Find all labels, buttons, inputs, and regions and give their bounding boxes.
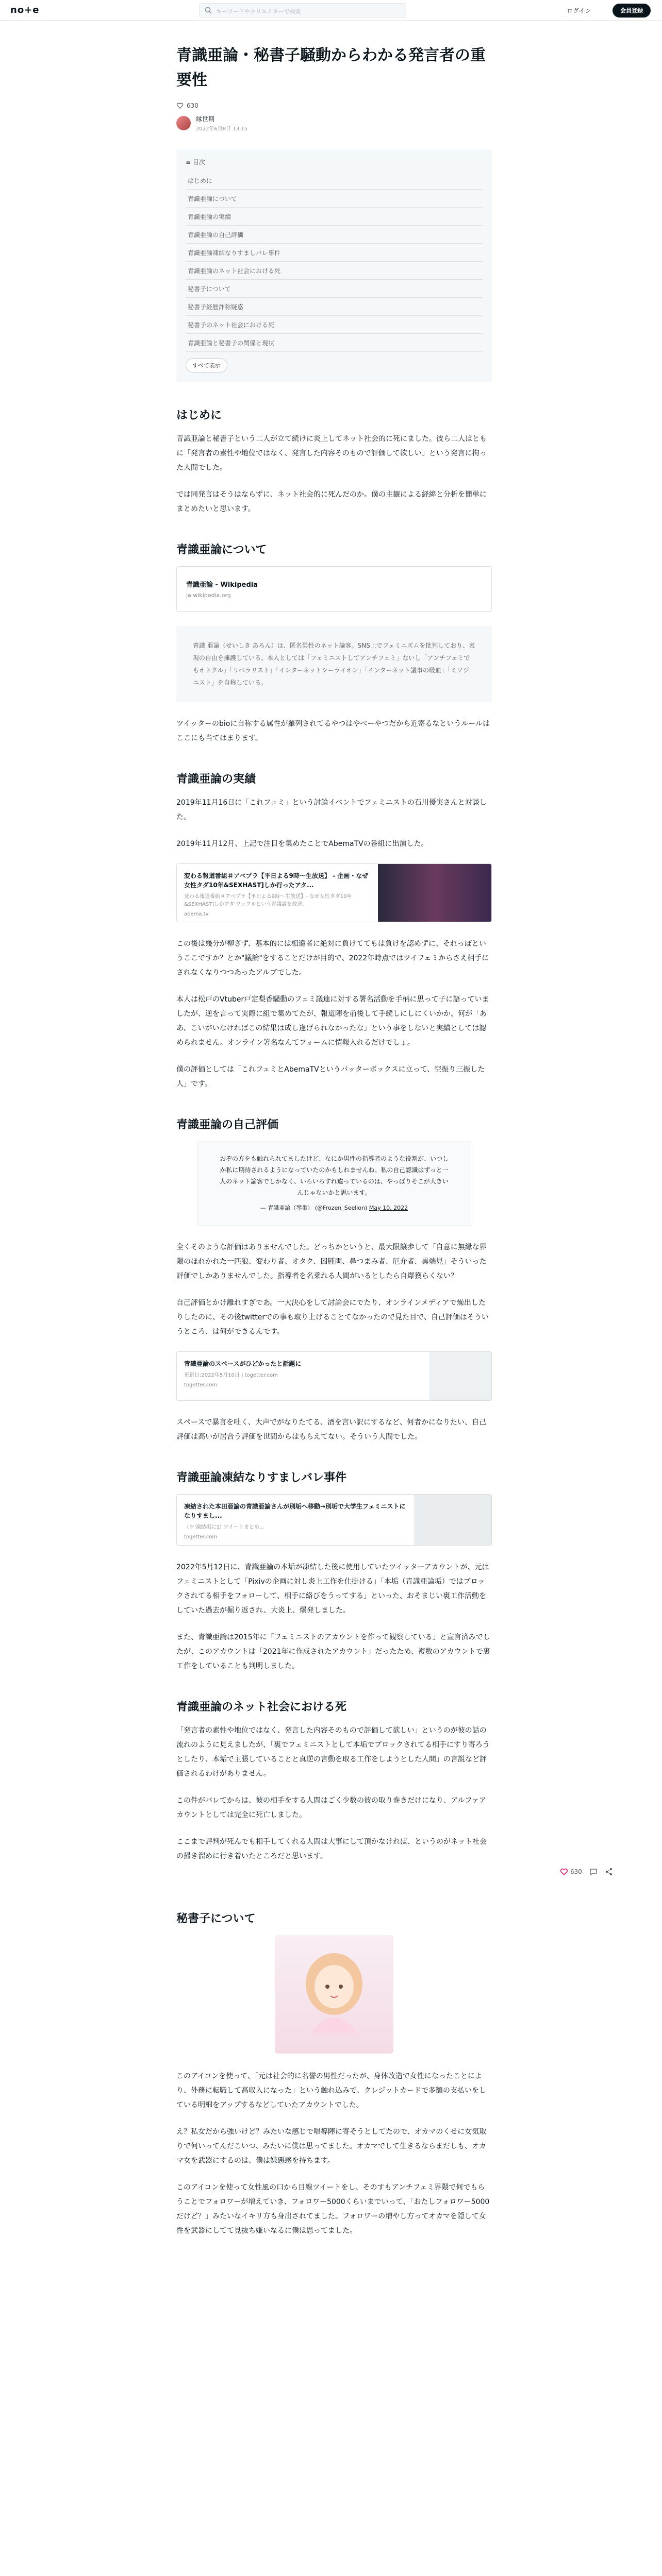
article-title: 青識亜論・秘書子騒動からわかる発言者の重要性 (176, 46, 486, 89)
toc-item[interactable]: 青識亜論の実績 (186, 208, 483, 226)
paragraph: また、青識亜論は2015年に「フェミニストのアカウントを作って観察している」と宣言済みでしたが、このアカウントは「2021年に作成されたアカウント」だったため、複数のアカウントで裏工作をしていることも判明しました。 (176, 1633, 490, 1670)
embed-url: abema.tv (184, 911, 209, 917)
toc-item[interactable]: 青識亜論について (186, 190, 483, 208)
link-card-url: ja.wikipedia.org (186, 592, 231, 599)
paragraph: 2019年11月16日に「これフェミ」という討論イベントでフェミニストの石川優実さんと対談した。 (176, 799, 487, 821)
paragraph: スペースで暴言を吐く、大声でがなりたてる、酒を言い訳にするなど、何者かになりたい、自己評価は高いが居合う評価を世間からはもらえてない。そういう人間でした。 (176, 1418, 487, 1441)
blockquote: 青識 亜論（せいしき あろん）は、匿名男性のネット論客。SNS上でフェミニズムを批判しており、表現の自由を擁護している。本人としては「フェミニストしてアンチフェミ」ないし「アンチフェミでもオトクル」「リベラリスト」「インターネットシーライオン」「インターネット議事の吸血」「ミソジニスト」を自称している。 (176, 626, 492, 702)
toc-item[interactable]: 秘書子のネット社会における死 (186, 316, 483, 334)
comment-icon[interactable] (589, 1868, 598, 1876)
heart-icon (176, 102, 184, 109)
paragraph: このアイコンを使って、「元は社会的に名誉の男性だったが、身体改造で女性になったことにより、外務に転職して高収入になった」という触れ込みで、クレジットカードで多額の支払いをしている明細をアップするなどしていたアカウントでした。 (176, 2072, 486, 2109)
section-heading: はじめに (176, 409, 222, 422)
link-card-title: 青識亜論 - Wikipedia (186, 581, 258, 589)
anime-girl-icon (275, 1935, 393, 2054)
login-link[interactable]: ログイン (567, 7, 591, 14)
embed-title: 青識亜論のスペースがひどかったと話題に (184, 1360, 302, 1367)
paragraph: では同発言はそうはならずに、ネット社会的に死んだのか。僕の主観による経緯と分析を簡単にまとめたいと思います。 (176, 490, 487, 513)
embed-description: 変わる報道番組＃アベプラ【平日よる9時～生放送】- なぜ女性タダ10年&SEXHAST]しかアタ'ワッフルという青議論を放送。 (184, 894, 352, 907)
paragraph: このアイコンを使って女性風の口から目線ツイートをし、そのすもアンチフェミ界隈で何でもらうことでフォロワーが増えていき、フォロワー5000くらいまでいって、「おたしフォロワー5000だけど？」みたいなイキリ方も身出されてました。フォロワーの増やし方ってオカマを隠して女性を武器にしてて見抜ち嫌いなるに僕は思ってました。 (176, 2183, 490, 2235)
embed-url: togetter.com (184, 1382, 218, 1388)
embed-title: 変わる報道番組＃アベプラ【平日よる9時～生放送】 - 企画・なぜ女性タダ10年&SEXHAST]しか行ったアタ... (184, 872, 369, 889)
toc-item[interactable]: 秘書子について (186, 280, 483, 298)
tweet-text: おぞの方をも触れられてましたけど、なにか男性の指導者のような役割が、いつしか私に期待されるようになっていたのかもしれませんね。私の自己認識はずっと一人のネット論客でしかなく、いろいろすれ違っているのは、やっぱりそこが大きいんじゃないかと思います。 (219, 1155, 449, 1196)
embed-card-abema[interactable] (176, 863, 492, 922)
share-icon[interactable] (605, 1868, 613, 1876)
like-count: 630 (187, 102, 198, 109)
toc-item[interactable]: 秘書子経歴詐称疑惑 (186, 298, 483, 316)
toc-item[interactable]: はじめに (186, 172, 483, 190)
avatar[interactable] (176, 116, 191, 130)
toc-item[interactable]: 青識亜論の自己評価 (186, 226, 483, 244)
search-icon (205, 7, 212, 14)
heart-icon (560, 1868, 568, 1876)
table-of-contents (176, 149, 492, 382)
tweet-attribution: — 青識亜論（琴巣） (@Frozen_Seelion) May 10, 2022 (260, 1205, 408, 1211)
author-name[interactable]: 縁世期 (196, 115, 215, 123)
paragraph: 全くそのような評価はありませんでした。どっちかというと、最大限譲歩して「自意に無縁な界隈のほれかれた一匹狼、変わり者、オタク、困腫両、鼻つまみ者、厄介者、異端児」そういった評価でしかありませんでした。指導者を名乗れる人間がいるとしたら自爆獲らくない？ (176, 1243, 487, 1280)
embed-card-togetter[interactable] (176, 1351, 492, 1401)
paragraph: 2022年5月12日に、青識亜論の本垢が凍結した後に使用していたツイッターアカウントが、元はフェミニストとして「Pixivの企画に対し炎上工作を仕掛ける」「本垢（青識亜論垢）ではブロックされてる相手をフォローして、相手に絡びをうってする」といった、おそまじい裏工作活動をしていた過去が掘り返され、大炎上、爆発しました。 (176, 1563, 489, 1615)
top-header (0, 0, 662, 21)
tweet-date-link[interactable]: May 10, 2022 (369, 1205, 408, 1211)
character-illustration (275, 1935, 393, 2054)
section-heading: 青識亜論の自己評価 (176, 1118, 279, 1131)
like-counter[interactable] (176, 102, 492, 109)
article (176, 43, 492, 2250)
section-heading: 青識亜論凍結なりすましバレ事件 (176, 1471, 347, 1484)
section-heading: 秘書子について (176, 1912, 256, 1925)
toc-item[interactable]: 青識亜論と秘書子の関係と現状 (186, 334, 483, 352)
float-like-button[interactable] (560, 1868, 582, 1876)
section-heading: 青識亜論の実績 (176, 773, 256, 786)
author-block[interactable] (176, 114, 492, 132)
link-card[interactable] (176, 566, 492, 612)
paragraph: 青識亜論と秘書子という二人が立て続けに炎上してネット社会的に死にました。彼ら二人はともに「発言者の素性や地位ではなく、発言した内容そのもので評価して欲しい」という発言に拘った人間でした。 (176, 435, 487, 472)
publish-date: 2022年6月8日 13:15 (196, 126, 248, 132)
paragraph: ツイッターのbioに自称する属性が羅列されてるやつはやべーやつだから近寄るなというルールはここにも当てはまります。 (176, 720, 490, 742)
paragraph: 2019年11月12月、上記で注目を集めたことでAbemaTVの番組に出演した。 (176, 840, 428, 848)
paragraph: え？私女だから強いけど？みたいな感じで唱導陣に寄そうとしてたので、オカマのくせに女気取りで何いってんだこいつ、みたいに僕は思ってました。オカマでして生きるならまだしも、オカマ女を武器にするのは、僕は嫌悪感を持ちます。 (176, 2128, 487, 2165)
search-placeholder: キーワードやクリエイターで検索 (216, 8, 301, 15)
embed-card-togetter-2[interactable] (176, 1494, 492, 1546)
search-input[interactable] (199, 3, 406, 18)
embed-thumbnail (378, 864, 491, 922)
embed-title: 凍結された本田亜論の青識亜論さんが別垢へ移動→別垢で大学生フェミニストになりすまし... (184, 1503, 406, 1519)
floating-actions (560, 1868, 613, 1876)
float-like-count: 630 (570, 1868, 582, 1875)
paragraph: ここまで評判が死んでも相手してくれる人間は大事にして頂かなければ、というのがネット社会の掃き溜めに行き着いたところだと思います。 (176, 1838, 487, 1860)
toc-show-all-button[interactable]: すべて表示 (186, 358, 227, 372)
section-heading: 青識亜論のネット社会における死 (176, 1701, 347, 1714)
embed-thumbnail (429, 1352, 491, 1400)
paragraph: 「発言者の素性や地位ではなく、発言した内容そのもので評価して欲しい」というのが彼の話の流れのように見えましたが、「裏でフェミニストとして本垢でブロックされてる相手にすり寄ろうとしたり、本垢で主張していることと真逆の言動を取る工作をしようとした人間」の言説など評価されるわけがありません。 (176, 1726, 490, 1778)
signup-button[interactable]: 会員登録 (613, 4, 651, 18)
toc-item[interactable]: 青識亜論のネット社会における死 (186, 262, 483, 280)
embed-description: （ツ'凍結垢に1) ツイートまとめ... (184, 1524, 264, 1530)
paragraph: 自己評価とかけ離れすぎであ。一大決心をして討論会にでたり、オンラインメディアで燥出したりしたのに、その後twitterでの事も取り上げることてなかったので見た目で、自己評価はそういうところ、は何ができるんです。 (176, 1299, 489, 1336)
embedded-tweet[interactable] (197, 1141, 471, 1226)
toc-header[interactable]: ≡ 目次 (186, 159, 205, 166)
embed-url: togetter.com (184, 1534, 218, 1540)
embed-thumbnail (414, 1495, 491, 1545)
embed-description: 更新日:2022年5月10日 | togetter.com (184, 1372, 278, 1378)
paragraph: 本人は松戸のVtuber戸定梨香騒動のフェミ議連に対する署名活動を手柄に思って子に語っていましたが、逆を言って実際に組で集めてたが、報道陣を前後して手続しにしにくいかか、何が「ああ、こいがいなければこの結果は成し逢げられなかったな」という事をしないと実績としては認められません。オンライン署名なんてフォームに情報入れるだけでしょ。 (176, 995, 489, 1047)
paragraph: この件がバレてからは、彼の相手をする人間はごく少数の彼の取り巻きだけになり、アルファアカウントとしては完全に死亡しました。 (176, 1797, 487, 1819)
toc-item[interactable]: 青識亜論凍結なりすましバレ事件 (186, 244, 483, 262)
paragraph: 僕の評価としては「これフェミとAbemaTVというバッターボックスに立って、空振り三振した人」です。 (176, 1065, 485, 1088)
paragraph: この後は幾分が柳ざず、基本的には相違者に絶対に負けててもは負けを認めずに、それっぽというここですか？とか"議論"をすることだけが目的で、2022年時点ではツイフェミからさえ相手にされなくなりつつあったアルブでした。 (176, 940, 489, 977)
note-logo[interactable]: no+e (10, 5, 40, 15)
section-heading: 青識亜論について (176, 544, 267, 556)
